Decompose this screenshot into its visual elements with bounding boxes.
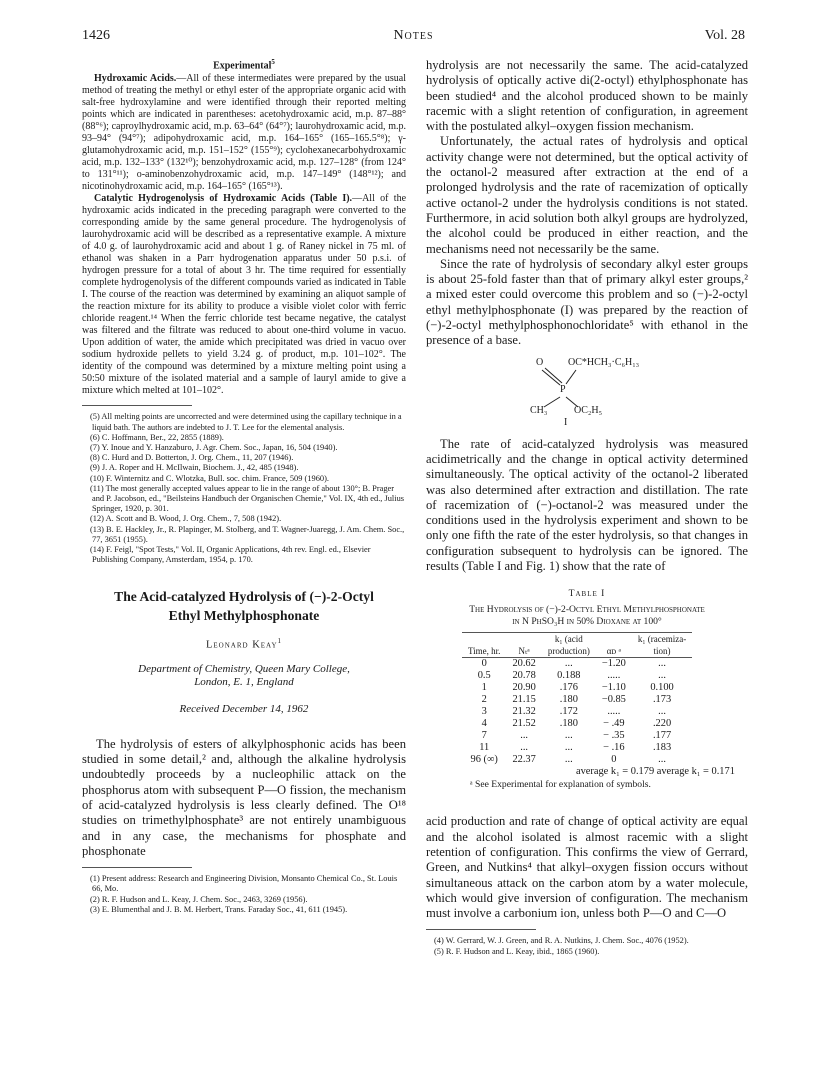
running-header — [82, 28, 745, 48]
body-text-right-2 — [426, 437, 748, 575]
journal-section: Notes — [393, 28, 434, 43]
footnote-rule — [82, 867, 192, 868]
table-cell: 0.188 — [557, 670, 581, 682]
table-cell: ... — [564, 658, 573, 670]
table-cell: 3 — [481, 706, 487, 718]
table-header — [462, 633, 506, 646]
table-cell: ..... — [607, 670, 621, 682]
footnote-14: (14) F. Feigl, "Spot Tests," Vol. II, Organic Applications, 4th rev. Engl. ed., Elsevier Publishing Company, Amsterdam, 1954, p. 170. — [90, 544, 371, 565]
table-row — [462, 754, 692, 766]
table-cell: .173 — [652, 694, 672, 706]
paragraph: Unfortunately, the actual rates of hydrolysis and optical activity change were not determined, but the optical activity of the octanol-2 measured after extraction at the end of a prolonged hydrolysis and the rate of racemization of optically active octanol-2 under the hydrolysis conditions is not stated. Furthermore, in acid solution both alkyl groups are hydrolyzed, the alcohol could be produced in either reaction, and the mechanisms need not necessarily be the same. — [426, 134, 748, 256]
table-cell: ... — [564, 754, 573, 766]
received-date: Received December 14, 1962 — [179, 702, 309, 715]
table-cell: −0.85 — [601, 694, 626, 706]
footnote-12: (12) A. Scott and B. Wood, J. Org. Chem., 7, 508 (1942). — [90, 514, 282, 524]
table-cell: 20.90 — [512, 682, 536, 694]
table-row — [462, 730, 692, 742]
table-cell: .172 — [559, 706, 578, 718]
table-cell: ... — [658, 754, 666, 766]
paragraph: The rate of acid-catalyzed hydrolysis was measured acidimetrically and the change in optical activity determined simultaneously. The optical activity of the octanol-2 liberated was also determined after extraction and distillation. The rate of racemization of (−)-octanol-2 was measured under the conditions used in the hydrolysis experiment and shown to be only one fifth the rate of the ester hydrolysis, so that changes in configuration subsequent to hydrolysis can be ignored. The results (Table I and Fig. 1) show that the rate of — [426, 436, 748, 574]
paragraph: Since the rate of hydrolysis of secondary alkyl ester groups is about 25-fold faster than that of primary alkyl ester groups,² a mixed ester could overcome this problem and so (−)-2-octyl ethyl methylphosphonate (I) was prepared by the reaction of (−)-2-octyl methylphosphonochloridate⁵ with ethanol in the presence of a base. — [426, 256, 748, 348]
footnotes-experimental — [82, 412, 406, 565]
table-row — [462, 658, 692, 671]
footnote-9: (9) J. A. Roper and H. McIlwain, Biochem. J., 42, 485 (1948). — [90, 463, 299, 473]
table-cell: ... — [658, 670, 666, 682]
footnotes-right — [426, 936, 748, 956]
footnote-5: (5) All melting points are uncorrected and were determined using the capillary technique in a liquid bath. The authors are indebted to J. T. Lee for the elemental analysis. — [90, 412, 402, 432]
footnote-rule — [82, 405, 192, 406]
table-body — [462, 658, 692, 767]
table-cell: 11 — [479, 742, 490, 754]
experimental-para-2: Catalytic Hydrogenolysis of Hydroxamic Acids (Table I).—All of the hydroxamic acids indicated in the preceding paragraph were converted to the corresponding amide by the same general procedure. The hydrogenolysis of laurohydroxamic acid will be described as a representative example. A mixture of 4.0 g. of laurohydroxamic acid and about 1 g. of Raney nickel in 75 ml. of ethanol was shaken in a Parr hydrogenation apparatus under 50 p.s.i. of hydrogen pressure for a total of about 3 hr. The time required for essentially complete hydrogenolysis of the different compounds varied as indicated in Table I. The course of the reaction was determined by examining an aliquot sample of the reaction mixture for its ability to produce a visible violet color with ferric chloride reagent.¹⁴ When the ferric chloride test became negative, the catalyst was filtered and the filtrate was reduced to about one-third volume in vacuo. Upon addition of water, the amide which precipitated was dried in vacuo over sodium hydroxide pellets to yield 3.24 g. of product, m.p. 101–102°. The identity of the compound was determined by a mixture melting point using a 50:50 mixture of the isolated material and a sample of lauryl amide to give a mixture which melted at 101–102°. — [82, 193, 407, 397]
table-cell: ... — [520, 742, 529, 754]
table-cell: 7 — [481, 730, 487, 742]
struct-phosphorus: P — [560, 383, 566, 395]
paragraph: acid production and rate of change of optical activity are equal and the alcohol isolated is almost racemic with a slight retention of configuration. This confirms the view of Gerrard, Green, and Nutkins⁴ that alkyl–oxygen fission occurs without simultaneous attack on the carbon atom by a water molecule, which would give inversion of configuration. The mechanism must involve a carbonium ion, unless both P—O and C—O — [426, 814, 748, 921]
table-caption: The Hydrolysis of (−)-2-Octyl Ethyl Methylphosphonate in N PhSO₃H in 50% Dioxane at 100° — [469, 604, 705, 628]
table-cell: 0.100 — [650, 682, 674, 694]
hydrolysis-table — [462, 632, 692, 766]
table-row — [462, 694, 692, 706]
table-cell: 2 — [481, 694, 487, 706]
struct-methyl: CH₃ — [530, 404, 548, 416]
table-row — [462, 742, 692, 754]
table-header: αᴅ ᵃ — [596, 645, 632, 658]
right-column — [426, 58, 748, 957]
experimental-text — [82, 73, 406, 397]
table-cell: ... — [520, 730, 529, 742]
table-cell: ... — [658, 706, 666, 718]
table-cell: .176 — [559, 682, 578, 694]
table-row — [462, 706, 692, 718]
footnote-1: (1) Present address: Research and Engineering Division, Monsanto Chemical Co., St. Louis 66, Mo. — [90, 874, 398, 894]
table-cell: 96 (∞) — [470, 754, 498, 766]
article-title: The Acid-catalyzed Hydrolysis of (−)-2-Octyl Ethyl Methylphosphonate — [114, 589, 374, 624]
struct-ethoxy: OC₂H₅ — [574, 404, 603, 416]
footnote-13: (13) B. E. Hackley, Jr., R. Plapinger, M. Stolberg, and T. Wagner-Juaregg, J. Am. Chem. Soc., 77, 3651 (1955). — [90, 524, 405, 544]
footnote-5b: (5) R. F. Hudson and L. Keay, ibid., 1865 (1960). — [434, 946, 600, 956]
table-cell: 4 — [481, 718, 487, 730]
table-cell: .220 — [652, 718, 672, 730]
table-cell: 20.78 — [512, 670, 536, 682]
table-header: Nₜᵃ — [506, 645, 541, 658]
footnote-2: (2) R. F. Hudson and L. Keay, J. Chem. Soc., 2463, 3269 (1956). — [90, 894, 308, 904]
body-text-right-3 — [426, 814, 748, 921]
footnote-10: (10) F. Winternitz and C. Wlotzka, Bull. soc. chim. France, 509 (1960). — [90, 473, 329, 483]
table-cell: 0 — [481, 658, 487, 670]
struct-oxygen: O — [536, 356, 544, 368]
table-footnote: ᵃ See Experimental for explanation of symbols. — [470, 779, 651, 791]
footnote-11: (11) The most generally accepted values appear to lie in the range of about 130°; B. Prager and P. Jacobson, ed., "Beilsteins Handbuch der Organischen Chemie," Vol. IX, 4th ed., Julius Springer, 1920, p. 301. — [90, 483, 405, 514]
table-header: k₁ (acid — [542, 633, 596, 646]
footnote-rule — [426, 929, 536, 930]
table-header: k₁ (racemiza- — [632, 633, 692, 646]
table-cell: .183 — [652, 742, 672, 754]
body-text-right — [426, 58, 748, 349]
table-cell: 0.5 — [477, 670, 491, 682]
table-row — [462, 682, 692, 694]
table-cell: ... — [564, 730, 573, 742]
struct-label: I — [564, 416, 568, 428]
table-header: production) — [542, 645, 596, 658]
table-cell: 1 — [481, 682, 487, 694]
table-row — [462, 670, 692, 682]
table-cell: 21.52 — [512, 718, 536, 730]
footnote-3: (3) E. Blumenthal and J. B. M. Herbert, Trans. Faraday Soc., 41, 611 (1945). — [90, 904, 348, 914]
experimental-heading: Experimental$^5$ — [213, 58, 275, 72]
table-cell: ... — [658, 658, 666, 670]
table-cell: .180 — [559, 718, 578, 730]
table-cell: 21.32 — [512, 706, 536, 718]
footnote-7: (7) Y. Inoue and Y. Hanzaburo, J. Agr. Chem. Soc., Japan, 16, 504 (1940). — [90, 442, 338, 452]
author-name: Leonard Keay$^1$ — [205, 637, 283, 651]
experimental-para-1: Hydroxamic Acids.—All of these intermediates were prepared by the usual method of treating the methyl or ethyl ester of the appropriate organic acid with salt-free hydroxylamine and were identified through their reported melting points which are indicated in parentheses: acetohydroxamic acid, m.p. 87–88° (88°⁶); caproylhydroxamic acid, m.p. 63–64° (64°⁷); laurohydroxamic acid, m.p. 93–94° (94°⁷); adipohydroxamic acid, m.p. 164–165° (165–165.5°⁸); γ-glutamohydroxamic acid, m.p. 151–152° (155°⁹); cyclohexanecarbohydroxamic acid, m.p. 132–133° (132¹⁰); benzohydroxamic acid, m.p. 127–128° (from 124° to 131°¹¹); o-aminobenzohydroxamic acid, m.p. 147–149° (148°¹²); and nicotinohydroxamic acid, m.p. 164–165° (165°¹³). — [82, 73, 406, 193]
paragraph: hydrolysis are not necessarily the same. The acid-catalyzed hydrolysis of optically active di(2-octyl) ethylphosphonate has been studied⁴ and the alcohol produced shown to be mainly racemic with a slight retention of configuration, in agreement with the postulated alkyl–oxygen fission mechanism. — [426, 58, 748, 134]
table-cell: −1.20 — [601, 658, 626, 670]
footnote-4: (4) W. Gerrard, W. J. Green, and R. A. Nutkins, J. Chem. Soc., 4076 (1952). — [434, 936, 689, 946]
footnotes-article — [82, 874, 406, 915]
struct-octyloxy: OC*HCH₃·C₆H₁₃ — [568, 356, 640, 368]
table-cell: ... — [564, 742, 573, 754]
table-cell: 22.37 — [512, 754, 536, 766]
affiliation: Department of Chemistry, Queen Mary College, London, E. 1, England — [138, 662, 350, 688]
table-averages: average k₁ = 0.179 average k₁ = 0.171 — [576, 766, 735, 778]
table-cell: .180 — [559, 694, 578, 706]
table-row — [462, 718, 692, 730]
left-column — [82, 58, 406, 915]
table-header: tion) — [632, 645, 692, 658]
table-header — [506, 633, 541, 646]
table-cell: − .35 — [603, 730, 625, 742]
chemical-structure-I — [426, 355, 748, 428]
table-cell: 0 — [611, 754, 617, 766]
intro-paragraph: The hydrolysis of esters of alkylphosphonic acids has been studied in some detail,² and, although the alkaline hydrolysis undoubtedly proceeds by a nucleophilic attack on the phosphorus atom with subsequent P—O fission, the mechanism of acid-catalyzed hydrolysis is less clearly defined. The O¹⁸ studies on trimethylphosphate³ are not entirely unambiguous and in any case, the mechanisms for phosphate and phosphonate — [82, 736, 406, 858]
footnote-6: (6) C. Hoffmann, Ber., 22, 2855 (1889). — [90, 432, 224, 442]
table-label: Table I — [568, 588, 606, 600]
table-cell: ..... — [607, 706, 621, 718]
table-cell: −1.10 — [601, 682, 626, 694]
page-number: 1426 — [82, 28, 110, 43]
table-header — [596, 633, 632, 646]
table-header: Time, hr. — [462, 645, 506, 658]
table-cell: .177 — [652, 730, 672, 742]
volume-label: Vol. 28 — [704, 28, 745, 43]
table-cell: − .16 — [603, 742, 625, 754]
table-cell: 21.15 — [512, 694, 536, 706]
table-cell: − .49 — [603, 718, 625, 730]
intro-text — [82, 737, 406, 859]
table-cell: 20.62 — [512, 658, 536, 670]
footnote-8: (8) C. Hurd and D. Botterton, J. Org. Chem., 11, 207 (1946). — [90, 453, 294, 463]
